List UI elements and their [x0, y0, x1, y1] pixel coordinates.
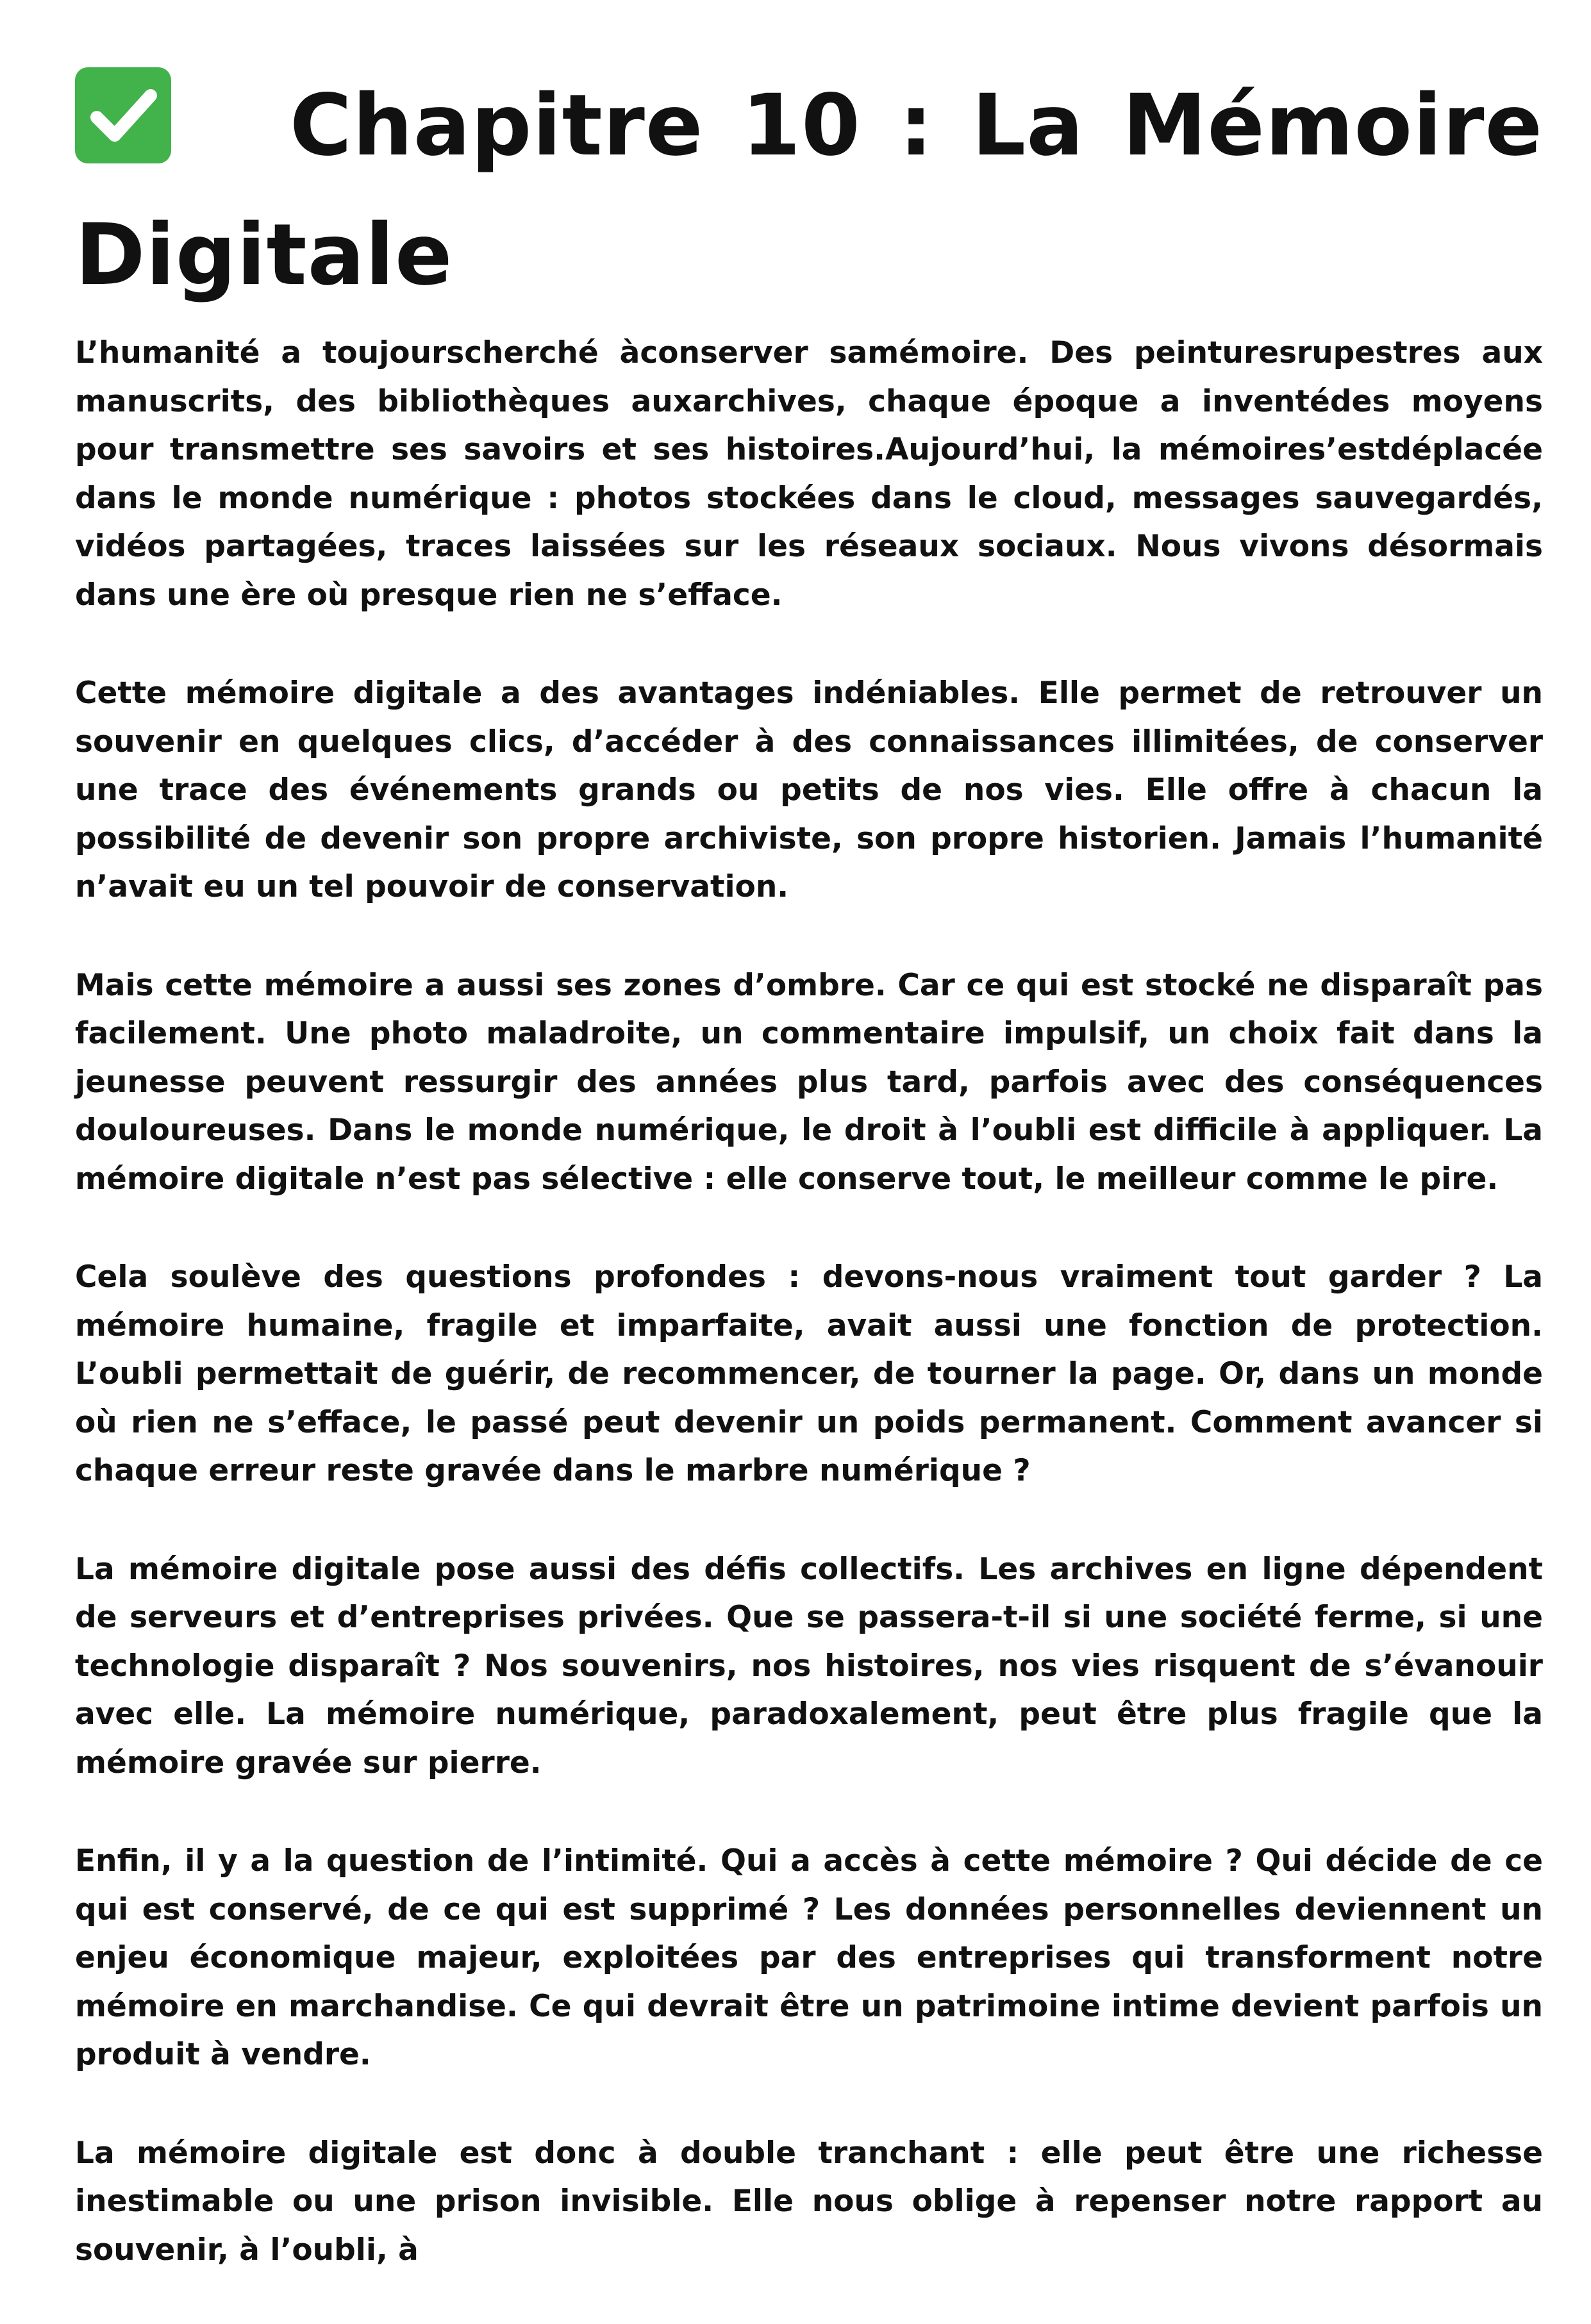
chapter-title: Chapitre 10 : La Mémoire Digitale: [75, 76, 1543, 304]
paragraph: Enfin, il y a la question de l’intimité. Qui a accès à cette mémoire ? Qui décide de ce qui est conservé, de ce qui est supprimé ? Les données personnelles deviennent un enjeu économique majeur, exploitées par des entreprises qui transforment notre mémoire en marchandise. Ce qui devrait être un patrimoine intime devient parfois un produit à vendre.: [75, 1843, 1543, 2072]
paragraph: L’humanité a toujourscherché àconserver samémoire. Des peinturesrupestres aux manuscrits, des bibliothèques auxarchives, chaque époque a inventédes moyens pour transmettre ses savoirs et ses histoires.Aujourd’hui, la mémoires’estdéplacée dans le monde numérique : photos stockées dans le cloud, messages sauvegardés, vidéos partagées, traces laissées sur les réseaux sociaux. Nous vivons désormais dans une ère où presque rien ne s’efface.: [75, 335, 1543, 613]
check-mark-button-icon: [75, 67, 171, 163]
document-page: [75, 61, 1543, 2324]
paragraph: La mémoire digitale est donc à double tranchant : elle peut être une richesse inestimable ou une prison invisible. Elle nous oblige à repenser notre rapport au souvenir, à l’oubli, à: [75, 2135, 1543, 2268]
paragraph: La mémoire digitale pose aussi des défis collectifs. Les archives en ligne dépendent de serveurs et d’entreprises privées. Que se passera-t-il si une société ferme, si une technologie disparaît ? Nos souvenirs, nos histoires, nos vies risquent de s’évanouir avec elle. La mémoire numérique, paradoxalement, peut être plus fragile que la mémoire gravée sur pierre.: [75, 1551, 1543, 1780]
paragraph: Cela soulève des questions profondes : devons-nous vraiment tout garder ? La mémoire humaine, fragile et imparfaite, avait aussi une fonction de protection. L’oubli permettait de guérir, de recommencer, de tourner la page. Or, dans un monde où rien ne s’efface, le passé peut devenir un poids permanent. Comment avancer si chaque erreur reste gravée dans le marbre numérique ?: [75, 1259, 1543, 1488]
chapter-heading: [75, 61, 1543, 320]
paragraph: Cette mémoire digitale a des avantages indéniables. Elle permet de retrouver un souvenir en quelques clics, d’accéder à des connaissances illimitées, de conserver une trace des événements grands ou petits de nos vies. Elle offre à chacun la possibilité de devenir son propre archiviste, son propre historien. Jamais l’humanité n’avait eu un tel pouvoir de conservation.: [75, 676, 1543, 904]
paragraph: Mais cette mémoire a aussi ses zones d’ombre. Car ce qui est stocké ne disparaît pas facilement. Une photo maladroite, un commentaire impulsif, un choix fait dans la jeunesse peuvent ressurgir des années plus tard, parfois avec des conséquences douloureuses. Dans le monde numérique, le droit à l’oubli est difficile à appliquer. La mémoire digitale n’est pas sélective : elle conserve tout, le meilleur comme le pire.: [75, 967, 1543, 1197]
